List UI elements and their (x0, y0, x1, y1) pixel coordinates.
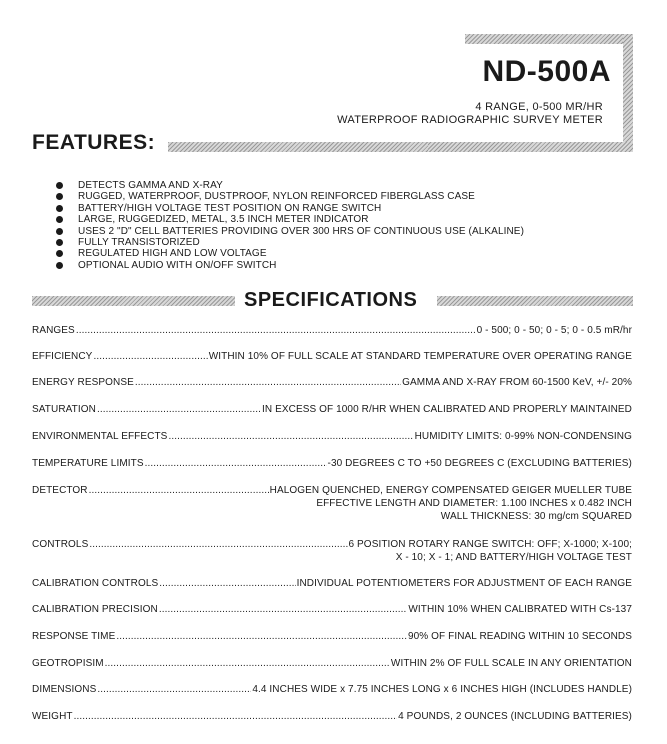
spec-row-environmental-effects (32, 430, 632, 443)
spec-value: 4.4 INCHES WIDE x 7.75 INCHES LONG x 6 INCHES HIGH (INCLUDES HANDLE) (252, 684, 632, 695)
spec-value: INDIVIDUAL POTENTIOMETERS FOR ADJUSTMENT OF EACH RANGE (296, 578, 632, 589)
spec-row-calibration-precision (32, 603, 632, 616)
features-list (52, 180, 524, 271)
spec-value: WITHIN 2% OF FULL SCALE IN ANY ORIENTATION (390, 658, 632, 669)
spec-label: TEMPERATURE LIMITS (32, 458, 144, 469)
spec-row-ranges (32, 324, 632, 337)
specifications-heading: SPECIFICATIONS (244, 289, 418, 311)
spec-value: 0 - 500; 0 - 50; 0 - 5; 0 - 0.5 mR/hr (476, 325, 632, 336)
spec-label: EFFICIENCY (32, 351, 93, 362)
spec-label: CONTROLS (32, 539, 89, 550)
spec-value: 4 POUNDS, 2 OUNCES (INCLUDING BATTERIES) (398, 711, 632, 722)
spec-label: WEIGHT (32, 711, 73, 722)
specifications-divider-left (32, 296, 235, 306)
spec-row-response-time (32, 630, 632, 643)
leader-dots (116, 630, 407, 643)
spec-value: WITHIN 10% WHEN CALIBRATED WITH Cs-137 (408, 604, 632, 615)
model-title: ND-500A (482, 55, 611, 88)
leader-dots (89, 484, 269, 497)
leader-dots (168, 430, 413, 443)
leader-dots (93, 350, 207, 363)
spec-label: CALIBRATION CONTROLS (32, 578, 159, 589)
spec-label: RESPONSE TIME (32, 631, 116, 642)
spec-row-detector (32, 484, 632, 523)
leader-dots (97, 683, 251, 696)
spec-row-dimensions (32, 683, 632, 696)
subtitle-range: 4 RANGE, 0-500 MR/HR (475, 101, 603, 113)
leader-dots (159, 603, 408, 616)
feature-item: OPTIONAL AUDIO WITH ON/OFF SWITCH (52, 260, 524, 271)
spec-value-continued: EFFECTIVE LENGTH AND DIAMETER: 1.100 INCHES x 0.482 INCH (316, 498, 632, 509)
spec-row-efficiency (32, 350, 632, 363)
spec-value: HALOGEN QUENCHED, ENERGY COMPENSATED GEIGER MUELLER TUBE (269, 485, 632, 496)
spec-row-weight (32, 710, 632, 723)
spec-label: GEOTROPISIM (32, 658, 104, 669)
spec-row-controls (32, 538, 632, 564)
spec-value: IN EXCESS OF 1000 R/HR WHEN CALIBRATED AND PROPERLY MAINTAINED (262, 404, 632, 415)
leader-dots (76, 324, 476, 337)
spec-value: WITHIN 10% OF FULL SCALE AT STANDARD TEMPERATURE OVER OPERATING RANGE (208, 351, 632, 362)
leader-dots (159, 577, 295, 590)
spec-row-geotropisim (32, 657, 632, 670)
header-frame-right (623, 34, 633, 152)
spec-value: 6 POSITION ROTARY RANGE SWITCH: OFF; X-1000; X-100; (348, 539, 632, 550)
feature-item: FULLY TRANSISTORIZED (52, 237, 524, 248)
spec-label: SATURATION (32, 404, 96, 415)
leader-dots (105, 657, 390, 670)
spec-label: ENVIRONMENTAL EFFECTS (32, 431, 168, 442)
header-frame-top (465, 34, 633, 44)
leader-dots (89, 538, 347, 551)
spec-value-continued: X - 10; X - 1; AND BATTERY/HIGH VOLTAGE TEST (395, 552, 632, 563)
features-heading: FEATURES: (32, 131, 156, 154)
feature-item: RUGGED, WATERPROOF, DUSTPROOF, NYLON REINFORCED FIBERGLASS CASE (52, 191, 524, 202)
spec-row-temperature-limits (32, 457, 632, 470)
spec-label: CALIBRATION PRECISION (32, 604, 158, 615)
spec-value: GAMMA AND X-RAY FROM 60-1500 KeV, +/- 20% (402, 377, 632, 388)
leader-dots (135, 376, 401, 389)
leader-dots (145, 457, 327, 470)
header-frame-bottom (422, 142, 633, 152)
specifications-divider-right (437, 296, 633, 306)
spec-value-continued: WALL THICKNESS: 30 mg/cm SQUARED (440, 511, 632, 522)
features-divider (168, 142, 428, 152)
spec-row-calibration-controls (32, 577, 632, 590)
feature-item: BATTERY/HIGH VOLTAGE TEST POSITION ON RANGE SWITCH (52, 203, 524, 214)
spec-value: HUMIDITY LIMITS: 0-99% NON-CONDENSING (414, 431, 632, 442)
spec-row-saturation (32, 403, 632, 416)
spec-label: DIMENSIONS (32, 684, 97, 695)
spec-label: RANGES (32, 325, 75, 336)
leader-dots (97, 403, 261, 416)
spec-label: ENERGY RESPONSE (32, 377, 134, 388)
feature-item: REGULATED HIGH AND LOW VOLTAGE (52, 248, 524, 259)
spec-row-energy-response (32, 376, 632, 389)
leader-dots (74, 710, 398, 723)
feature-item: DETECTS GAMMA AND X-RAY (52, 180, 524, 191)
feature-item: USES 2 "D" CELL BATTERIES PROVIDING OVER 300 HRS OF CONTINUOUS USE (ALKALINE) (52, 226, 524, 237)
spec-label: DETECTOR (32, 485, 88, 496)
subtitle-description: WATERPROOF RADIOGRAPHIC SURVEY METER (337, 114, 603, 126)
spec-value: -30 DEGREES C TO +50 DEGREES C (EXCLUDING BATTERIES) (327, 458, 632, 469)
spec-value: 90% OF FINAL READING WITHIN 10 SECONDS (407, 631, 632, 642)
feature-item: LARGE, RUGGEDIZED, METAL, 3.5 INCH METER INDICATOR (52, 214, 524, 225)
